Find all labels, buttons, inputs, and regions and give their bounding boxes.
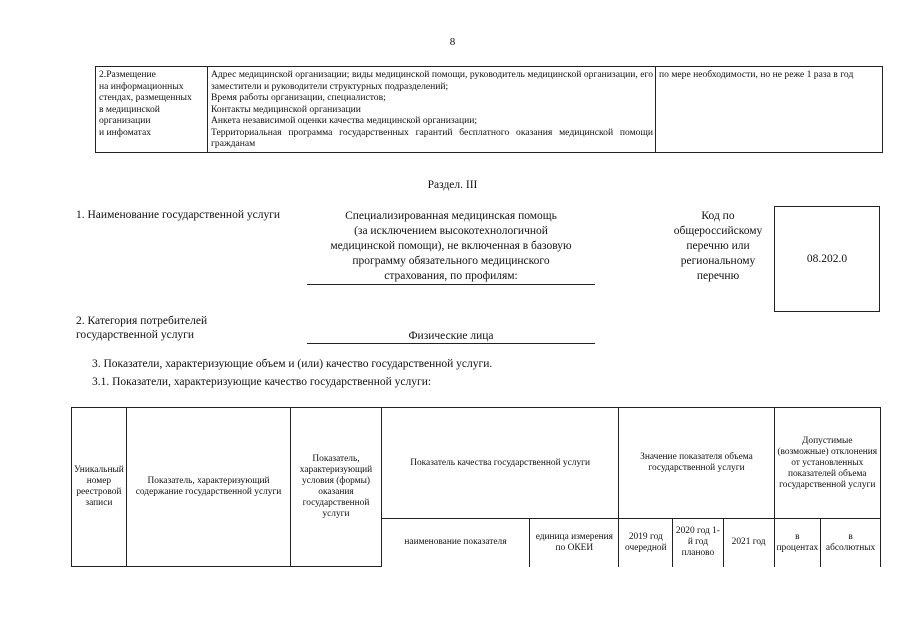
- info-method-line: стендах, размещенных: [99, 92, 192, 103]
- header-indicator-value: Значение показателя объема государственной услуги: [619, 408, 774, 519]
- info-content-line: Адрес медицинской организации; виды медицинской помощи, руководитель медицинской организации, его заместители и руководители структурных подразделений;: [211, 69, 653, 92]
- page-number: 8: [449, 36, 456, 48]
- table-row: [96, 67, 883, 153]
- info-frequency-cell: по мере необходимости, но не реже 1 раза в год: [656, 67, 883, 153]
- subheader-in-absolute: в абсолютных: [821, 519, 881, 567]
- paragraph-3: 3. Показатели, характеризующие объем и (или) качество государственной услуги.: [92, 358, 493, 370]
- info-method-line: в медицинской: [99, 103, 160, 115]
- code-label-line: общероссийскому: [673, 225, 763, 237]
- info-content-line: Территориальная программа государственных гарантий бесплатного оказания медицинской помощи гражданам: [211, 126, 653, 149]
- category-label-line: государственной услуги: [76, 329, 195, 341]
- info-content-cell: [208, 67, 656, 153]
- code-label: [662, 209, 774, 284]
- service-name-label: 1. Наименование государственной услуги: [76, 209, 281, 221]
- info-method-line: 2.Размещение: [99, 69, 156, 80]
- category-value: Физические лица: [307, 329, 595, 344]
- subheader-in-percent: в процентах: [774, 519, 821, 567]
- service-name-line: медицинской помощи), не включенная в базовую: [330, 240, 572, 252]
- info-method-line: и инфоматах: [99, 126, 152, 138]
- code-label-line: региональному: [680, 255, 756, 267]
- info-method-cell: [96, 67, 208, 153]
- service-name-line: программу обязательного медицинского: [352, 255, 550, 267]
- code-box: [774, 206, 880, 312]
- table-header-row: [72, 408, 881, 519]
- header-unique-number: Уникальный номер реестровой записи: [72, 408, 127, 567]
- paragraph-3-1: 3.1. Показатели, характеризующие качество государственной услуги:: [92, 376, 432, 388]
- category-label-line: 2. Категория потребителей: [76, 315, 208, 327]
- category-label: [76, 314, 276, 342]
- service-name-value: [307, 209, 595, 285]
- subheader-year-2021: 2021 год: [723, 519, 774, 567]
- header-content-indicator: Показатель, характеризующий содержание государственной услуги: [126, 408, 290, 567]
- info-method-line: организации: [99, 115, 151, 126]
- header-quality-indicator: Показатель качества государственной услуги: [381, 408, 619, 519]
- info-content-line: Анкета независимой оценки качества медицинской организации;: [211, 115, 478, 126]
- subheader-year-2019: 2019 год очередной: [619, 519, 673, 567]
- subheader-year-2020: 2020 год 1-й год планово: [673, 519, 723, 567]
- header-condition-indicator: Показатель, характеризующий условия (формы) оказания государственной услуги: [291, 408, 381, 567]
- header-deviations: Допустимые (возможные) отклонения от установленных показателей объема государственной услуги: [774, 408, 880, 519]
- code-label-line: перечню или: [686, 240, 750, 252]
- subheader-unit: единица измерения по ОКЕИ: [530, 519, 619, 567]
- info-content-line: Контакты медицинской организации: [211, 103, 361, 115]
- subheader-indicator-name: наименование показателя: [381, 519, 529, 567]
- service-name-line: (за исключением высокотехнологичной: [354, 225, 548, 237]
- code-label-line: перечню: [696, 270, 740, 282]
- info-content-line: Время работы организации, специалистов;: [211, 92, 386, 103]
- service-name-line: страхования, по профилям:: [384, 270, 518, 282]
- info-method-line: на информационных: [99, 80, 184, 92]
- info-table: [95, 66, 883, 153]
- quality-table: [71, 407, 881, 567]
- code-label-line: Код по: [701, 210, 735, 222]
- section-title: Раздел. III: [427, 179, 478, 191]
- code-value: 08.202.0: [806, 253, 848, 265]
- service-name-line: Специализированная медицинская помощь: [345, 210, 557, 222]
